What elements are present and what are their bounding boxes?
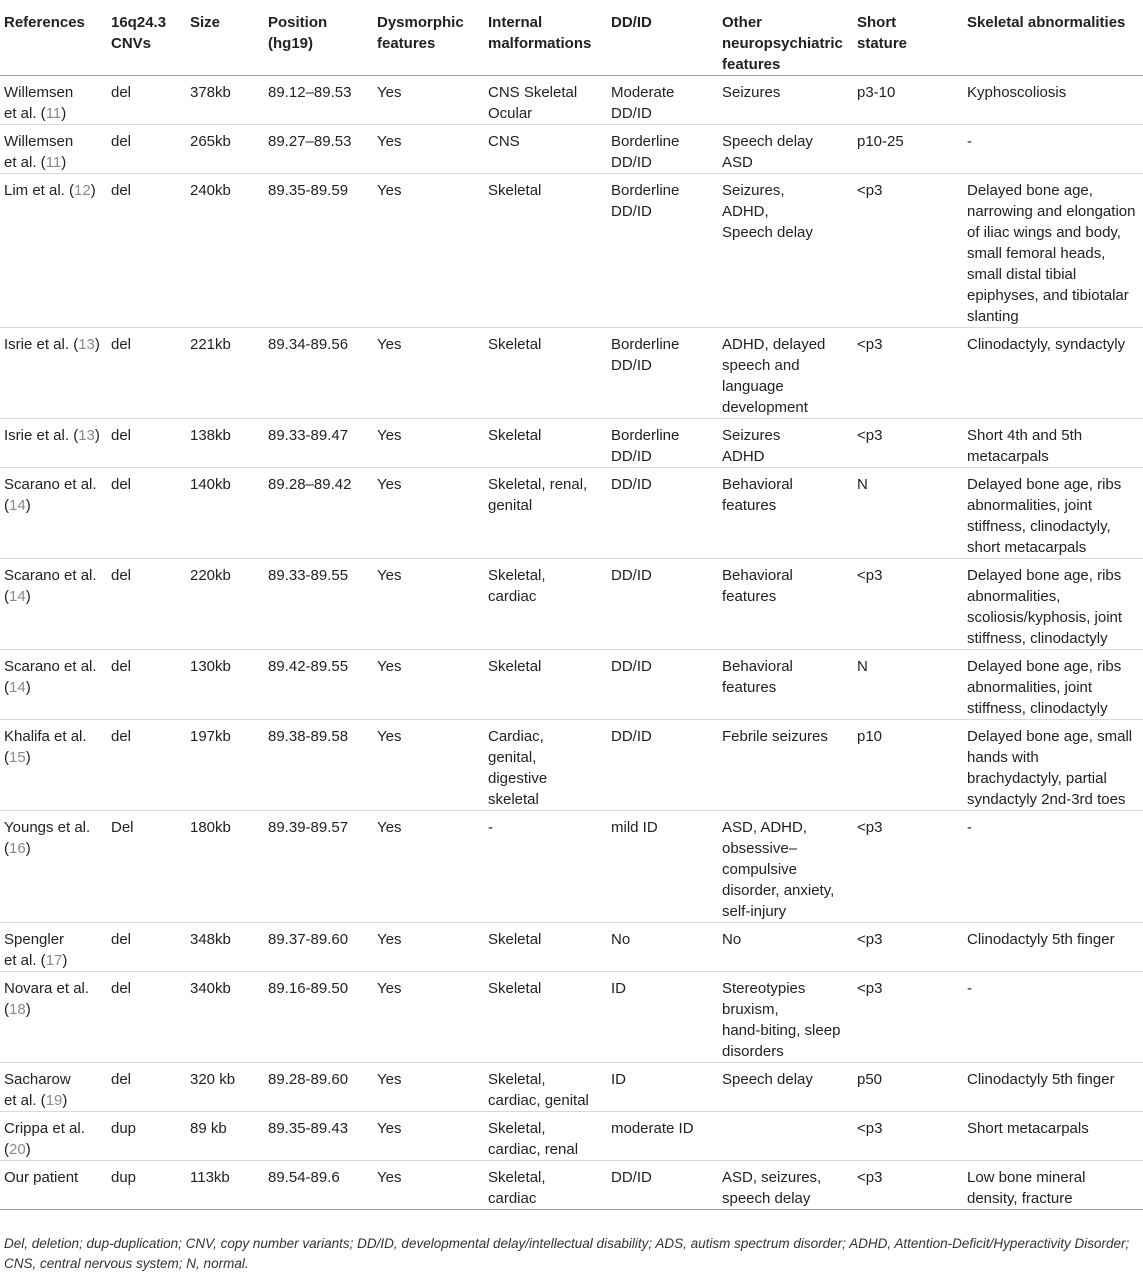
table-row <box>0 1063 1143 1112</box>
dysmorphic-cell: Yes <box>377 84 402 101</box>
reference-text: Isrie et al. ( <box>4 427 79 444</box>
dd-id-cell: DD/ID <box>611 1169 652 1186</box>
reference-number: 18 <box>9 1001 26 1018</box>
short-stature-cell: <p3 <box>857 182 883 199</box>
cnv-type-cell: del <box>111 182 132 199</box>
dysmorphic-cell: Yes <box>377 728 402 745</box>
neuropsychiatric-cell: ADHD, delayed speech and language development <box>722 336 826 416</box>
cnv-type-cell: del <box>111 658 132 675</box>
malformations-cell: Skeletal <box>488 980 542 997</box>
size-cell: 197kb <box>190 728 231 745</box>
reference-number: 11 <box>45 154 62 171</box>
short-stature-cell: p3-10 <box>857 84 896 101</box>
dysmorphic-cell: Yes <box>377 1120 402 1137</box>
reference-cell <box>0 76 107 125</box>
malformations-cell: Skeletal, cardiac <box>488 567 546 605</box>
position-cell: 89.33-89.55 <box>268 567 349 584</box>
dysmorphic-cell: Yes <box>377 567 402 584</box>
malformations-cell: Skeletal <box>488 427 542 444</box>
position-cell: 89.16-89.50 <box>268 980 349 997</box>
cnv-type-cell: del <box>111 728 132 745</box>
short-stature-cell: <p3 <box>857 1169 883 1186</box>
reference-close: ) <box>25 749 31 766</box>
cnv-type-cell: del <box>111 133 132 150</box>
table-row <box>0 559 1143 650</box>
position-cell: 89.54-89.6 <box>268 1169 340 1186</box>
dysmorphic-cell: Yes <box>377 427 402 444</box>
malformations-cell: CNS Skeletal Ocular <box>488 84 578 122</box>
malformations-cell: - <box>488 819 493 836</box>
skeletal-cell: Delayed bone age, small hands with brachydactyly, partial syndactyly 2nd-3rd toes <box>967 728 1133 808</box>
neuropsychiatric-cell: ASD, ADHD, obsessive– compulsive disorder, anxiety, self-injury <box>722 819 835 920</box>
reference-text: Scarano et al. ( <box>4 567 97 605</box>
table-row <box>0 76 1143 125</box>
header-short-stature: Short stature <box>857 14 908 52</box>
table-row <box>0 1112 1143 1161</box>
malformations-cell: CNS <box>488 133 520 150</box>
dysmorphic-cell: Yes <box>377 133 402 150</box>
reference-text: Scarano et al. ( <box>4 658 97 696</box>
position-cell: 89.33-89.47 <box>268 427 349 444</box>
skeletal-cell: - <box>967 819 972 836</box>
neuropsychiatric-cell: No <box>722 931 742 948</box>
skeletal-cell: Delayed bone age, ribs abnormalities, joint stiffness, clinodactyly <box>967 658 1122 717</box>
table-row <box>0 468 1143 559</box>
table-body <box>0 76 1143 1210</box>
neuropsychiatric-cell: Seizures <box>722 84 781 101</box>
reference-close: ) <box>25 1001 31 1018</box>
dd-id-cell: DD/ID <box>611 658 652 675</box>
header-references: References <box>4 14 85 31</box>
short-stature-cell: N <box>857 658 868 675</box>
table-row <box>0 720 1143 811</box>
table-row <box>0 125 1143 174</box>
dd-id-cell: Borderline DD/ID <box>611 182 680 220</box>
dd-id-cell: DD/ID <box>611 567 652 584</box>
malformations-cell: Cardiac, genital, digestive skeletal <box>488 728 548 808</box>
dysmorphic-cell: Yes <box>377 476 402 493</box>
table-row <box>0 174 1143 328</box>
dysmorphic-cell: Yes <box>377 980 402 997</box>
size-cell: 89 kb <box>190 1120 227 1137</box>
dysmorphic-cell: Yes <box>377 931 402 948</box>
reference-number: 16 <box>9 840 26 857</box>
skeletal-cell: Short 4th and 5th metacarpals <box>967 427 1083 465</box>
malformations-cell: Skeletal <box>488 336 542 353</box>
table-row <box>0 811 1143 923</box>
short-stature-cell: <p3 <box>857 567 883 584</box>
skeletal-cell: Delayed bone age, narrowing and elongation of iliac wings and body, small femoral heads, small distal tibial epiphyses, and tibiotalar slanting <box>967 182 1136 325</box>
neuropsychiatric-cell <box>718 1112 853 1161</box>
dysmorphic-cell: Yes <box>377 1169 402 1186</box>
reference-number: 13 <box>78 336 95 353</box>
reference-text: Isrie et al. ( <box>4 336 79 353</box>
table-row <box>0 972 1143 1063</box>
position-cell: 89.37-89.60 <box>268 931 349 948</box>
dysmorphic-cell: Yes <box>377 658 402 675</box>
reference-number: 11 <box>45 105 62 122</box>
short-stature-cell: <p3 <box>857 336 883 353</box>
header-internal-malformations: Internal malformations <box>488 14 592 52</box>
dd-id-cell: ID <box>611 1071 626 1088</box>
table-row <box>0 1161 1143 1210</box>
short-stature-cell: <p3 <box>857 427 883 444</box>
neuropsychiatric-cell: Behavioral features <box>722 476 793 514</box>
reference-close: ) <box>90 182 96 199</box>
neuropsychiatric-cell: Behavioral features <box>722 658 793 696</box>
table-row <box>0 923 1143 972</box>
short-stature-cell: p50 <box>857 1071 883 1088</box>
reference-close: ) <box>25 840 31 857</box>
neuropsychiatric-cell: Seizures ADHD <box>722 427 781 465</box>
skeletal-cell: - <box>967 133 972 150</box>
cnv-type-cell: del <box>111 427 132 444</box>
position-cell: 89.35-89.59 <box>268 182 349 199</box>
reference-cell <box>0 650 107 720</box>
dd-id-cell: Moderate DD/ID <box>611 84 675 122</box>
dd-id-cell: Borderline DD/ID <box>611 336 680 374</box>
reference-cell <box>0 125 107 174</box>
dd-id-cell: Borderline DD/ID <box>611 133 680 171</box>
size-cell: 340kb <box>190 980 231 997</box>
size-cell: 220kb <box>190 567 231 584</box>
short-stature-cell: <p3 <box>857 1120 883 1137</box>
position-cell: 89.34-89.56 <box>268 336 349 353</box>
cnv-type-cell: del <box>111 980 132 997</box>
skeletal-cell: Kyphoscoliosis <box>967 84 1067 101</box>
table-row <box>0 328 1143 419</box>
reference-close: ) <box>94 336 100 353</box>
cnv-type-cell: dup <box>111 1169 137 1186</box>
cnv-type-cell: dup <box>111 1120 137 1137</box>
cnv-type-cell: del <box>111 84 132 101</box>
reference-cell <box>0 328 107 419</box>
reference-close: ) <box>61 154 67 171</box>
reference-text: Sacharow et al. ( <box>4 1071 71 1109</box>
cnv-type-cell: del <box>111 567 132 584</box>
skeletal-cell: Delayed bone age, ribs abnormalities, joint stiffness, clinodactyly, short metacarpals <box>967 476 1122 556</box>
short-stature-cell: <p3 <box>857 819 883 836</box>
position-cell: 89.28–89.42 <box>268 476 352 493</box>
reference-close: ) <box>25 1141 31 1158</box>
reference-text: Our patient <box>4 1169 79 1186</box>
table-row <box>0 419 1143 468</box>
neuropsychiatric-cell: Speech delay ASD <box>722 133 813 171</box>
reference-number: 12 <box>74 182 91 199</box>
reference-close: ) <box>25 588 31 605</box>
header-skeletal-abnormalities: Skeletal abnormalities <box>967 14 1126 31</box>
header-neuropsychiatric-features: Other neuropsychiatric features <box>722 14 843 73</box>
dysmorphic-cell: Yes <box>377 336 402 353</box>
position-cell: 89.28-89.60 <box>268 1071 349 1088</box>
skeletal-cell: - <box>967 980 972 997</box>
reference-close: ) <box>94 427 100 444</box>
reference-cell <box>0 1063 107 1112</box>
size-cell: 130kb <box>190 658 231 675</box>
reference-number: 14 <box>9 679 26 696</box>
size-cell: 180kb <box>190 819 231 836</box>
skeletal-cell: Clinodactyly 5th finger <box>967 1071 1115 1088</box>
skeletal-cell: Delayed bone age, ribs abnormalities, scoliosis/kyphosis, joint stiffness, clinodactyly <box>967 567 1123 647</box>
size-cell: 138kb <box>190 427 231 444</box>
reference-cell <box>0 1112 107 1161</box>
size-cell: 113kb <box>190 1169 230 1186</box>
malformations-cell: Skeletal <box>488 658 542 675</box>
size-cell: 348kb <box>190 931 231 948</box>
dd-id-cell: ID <box>611 980 626 997</box>
reference-text: Willemsen et al. ( <box>4 133 74 171</box>
reference-text: Willemsen et al. ( <box>4 84 74 122</box>
dysmorphic-cell: Yes <box>377 819 402 836</box>
cnv-type-cell: del <box>111 1071 132 1088</box>
position-cell: 89.39-89.57 <box>268 819 349 836</box>
malformations-cell: Skeletal <box>488 931 542 948</box>
reference-number: 19 <box>45 1092 63 1109</box>
neuropsychiatric-cell: Behavioral features <box>722 567 793 605</box>
reference-close: ) <box>25 497 31 514</box>
reference-cell <box>0 419 107 468</box>
position-cell: 89.27–89.53 <box>268 133 352 150</box>
short-stature-cell: <p3 <box>857 931 883 948</box>
cnv-type-cell: del <box>111 476 132 493</box>
reference-number: 15 <box>9 749 26 766</box>
size-cell: 221kb <box>190 336 231 353</box>
size-cell: 140kb <box>190 476 231 493</box>
header-size: Size <box>190 14 221 31</box>
reference-number: 17 <box>45 952 63 969</box>
header-dd-id: DD/ID <box>611 14 652 31</box>
neuropsychiatric-cell: Stereotypies bruxism, hand-biting, sleep disorders <box>722 980 841 1060</box>
short-stature-cell: p10-25 <box>857 133 904 150</box>
reference-cell <box>0 559 107 650</box>
size-cell: 240kb <box>190 182 231 199</box>
position-cell: 89.12–89.53 <box>268 84 352 101</box>
dd-id-cell: mild ID <box>611 819 658 836</box>
reference-close: ) <box>61 105 67 122</box>
malformations-cell: Skeletal, cardiac, renal <box>488 1120 579 1158</box>
neuropsychiatric-cell: ASD, seizures, speech delay <box>722 1169 822 1207</box>
reference-close: ) <box>25 679 31 696</box>
short-stature-cell: <p3 <box>857 980 883 997</box>
reference-cell <box>0 1161 107 1210</box>
reference-cell <box>0 468 107 559</box>
neuropsychiatric-cell: Speech delay <box>722 1071 813 1088</box>
cnv-type-cell: del <box>111 931 132 948</box>
dd-id-cell: DD/ID <box>611 476 652 493</box>
reference-text: Lim et al. ( <box>4 182 75 199</box>
malformations-cell: Skeletal <box>488 182 542 199</box>
short-stature-cell: p10 <box>857 728 883 745</box>
skeletal-cell: Short metacarpals <box>967 1120 1089 1137</box>
reference-text: Khalifa et al. ( <box>4 728 87 766</box>
reference-cell <box>0 720 107 811</box>
reference-text: Novara et al. ( <box>4 980 90 1018</box>
reference-cell <box>0 174 107 328</box>
size-cell: 378kb <box>190 84 231 101</box>
cnv-type-cell: Del <box>111 819 134 836</box>
short-stature-cell: N <box>857 476 868 493</box>
dd-id-cell: No <box>611 931 631 948</box>
header-cnvs: 16q24.3 CNVs <box>111 14 167 52</box>
header-dysmorphic-features: Dysmorphic features <box>377 14 464 52</box>
malformations-cell: Skeletal, cardiac <box>488 1169 546 1207</box>
reference-number: 14 <box>9 497 26 514</box>
reference-text: Youngs et al. ( <box>4 819 91 857</box>
dd-id-cell: Borderline DD/ID <box>611 427 680 465</box>
dd-id-cell: DD/ID <box>611 728 652 745</box>
position-cell: 89.35-89.43 <box>268 1120 349 1137</box>
reference-text: Scarano et al. ( <box>4 476 97 514</box>
neuropsychiatric-cell: Seizures, ADHD, Speech delay <box>722 182 813 241</box>
header-row <box>0 0 1143 76</box>
reference-number: 20 <box>9 1141 26 1158</box>
reference-close: ) <box>62 1092 68 1109</box>
size-cell: 320 kb <box>190 1071 236 1088</box>
dysmorphic-cell: Yes <box>377 1071 402 1088</box>
skeletal-cell: Low bone mineral density, fracture <box>967 1169 1086 1207</box>
neuropsychiatric-cell: Febrile seizures <box>722 728 828 745</box>
reference-cell <box>0 811 107 923</box>
skeletal-cell: Clinodactyly 5th finger <box>967 931 1115 948</box>
reference-number: 14 <box>9 588 26 605</box>
size-cell: 265kb <box>190 133 231 150</box>
cnv-type-cell: del <box>111 336 132 353</box>
malformations-cell: Skeletal, cardiac, genital <box>488 1071 589 1109</box>
position-cell: 89.38-89.58 <box>268 728 349 745</box>
reference-cell <box>0 972 107 1063</box>
dd-id-cell: moderate ID <box>611 1120 694 1137</box>
reference-close: ) <box>62 952 68 969</box>
table-header <box>0 0 1143 76</box>
dysmorphic-cell: Yes <box>377 182 402 199</box>
header-position: Position (hg19) <box>268 14 328 52</box>
table-row <box>0 650 1143 720</box>
table-footnote: Del, deletion; dup-duplication; CNV, copy number variants; DD/ID, developmental delay/intellectual disability; ADS, autism spectrum disorder; ADHD, Attention-Deficit/Hyperactivity Disorder; CNS, central nervous system; N, normal. <box>4 1236 1130 1271</box>
reference-text: Crippa et al. ( <box>4 1120 85 1158</box>
reference-cell <box>0 923 107 972</box>
reference-number: 13 <box>78 427 95 444</box>
malformations-cell: Skeletal, renal, genital <box>488 476 588 514</box>
skeletal-cell: Clinodactyly, syndactyly <box>967 336 1126 353</box>
reference-text: Spengler et al. ( <box>4 931 65 969</box>
position-cell: 89.42-89.55 <box>268 658 349 675</box>
